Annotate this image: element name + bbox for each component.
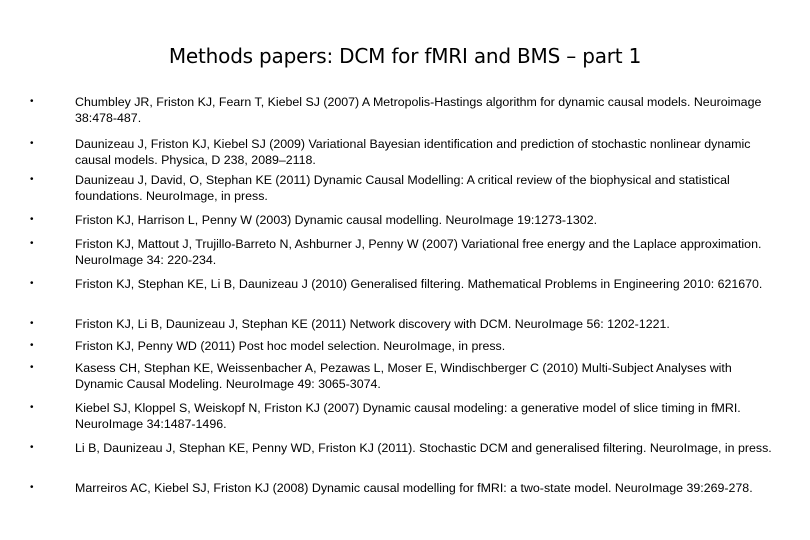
reference-text: Friston KJ, Stephan KE, Li B, Daunizeau J (2010) Generalised filtering. Mathematical Problems in Engineering 2010: 621670.	[75, 277, 763, 291]
reference-item	[30, 400, 775, 432]
reference-text: Friston KJ, Mattout J, Trujillo-Barreto N, Ashburner J, Penny W (2007) Variational free energy and the Laplace approximation. NeuroImage 34: 220-234.	[75, 237, 762, 267]
reference-text: Kiebel SJ, Kloppel S, Weiskopf N, Friston KJ (2007) Dynamic causal modeling: a generative model of slice timing in fMRI. NeuroImage 34:1487-1496.	[75, 401, 741, 431]
reference-item	[30, 212, 775, 228]
reference-text: Chumbley JR, Friston KJ, Fearn T, Kiebel SJ (2007) A Metropolis-Hastings algorithm for dynamic causal models. Neuroimage 38:478-487.	[75, 95, 762, 125]
bullet-icon: •	[30, 340, 34, 351]
reference-text: Marreiros AC, Kiebel SJ, Friston KJ (2008) Dynamic causal modelling for fMRI: a two-state model. NeuroImage 39:269-278.	[75, 481, 753, 495]
reference-text: Friston KJ, Penny WD (2011) Post hoc model selection. NeuroImage, in press.	[75, 339, 506, 353]
bullet-icon: •	[30, 402, 34, 413]
bullet-icon: •	[30, 138, 34, 149]
bullet-icon: •	[30, 96, 34, 107]
reference-text: Daunizeau J, Friston KJ, Kiebel SJ (2009) Variational Bayesian identification and prediction of stochastic nonlinear dynamic causal models. Physica, D 238, 2089–2118.	[75, 137, 751, 167]
reference-item	[30, 172, 775, 204]
reference-item	[30, 94, 775, 126]
bullet-icon: •	[30, 362, 34, 373]
reference-item	[30, 338, 775, 354]
bullet-icon: •	[30, 174, 34, 185]
reference-item	[30, 440, 775, 456]
bullet-icon: •	[30, 442, 34, 453]
bullet-icon: •	[30, 238, 34, 249]
reference-item	[30, 136, 775, 168]
reference-item	[30, 360, 775, 392]
reference-text: Friston KJ, Li B, Daunizeau J, Stephan KE (2011) Network discovery with DCM. NeuroImage 56: 1202-1221.	[75, 317, 670, 331]
slide-title: Methods papers: DCM for fMRI and BMS – part 1	[168, 44, 642, 68]
reference-text: Daunizeau J, David, O, Stephan KE (2011) Dynamic Causal Modelling: A critical review of the biophysical and statistical foundations. NeuroImage, in press.	[75, 173, 730, 203]
reference-item	[30, 236, 775, 268]
bullet-icon: •	[30, 278, 34, 289]
reference-item	[30, 276, 775, 292]
bullet-icon: •	[30, 318, 34, 329]
reference-text: Friston KJ, Harrison L, Penny W (2003) Dynamic causal modelling. NeuroImage 19:1273-1302.	[75, 213, 598, 227]
bullet-icon: •	[30, 482, 34, 493]
bullet-icon: •	[30, 214, 34, 225]
reference-item	[30, 316, 775, 332]
reference-item	[30, 480, 775, 496]
reference-text: Li B, Daunizeau J, Stephan KE, Penny WD, Friston KJ (2011). Stochastic DCM and generalised filtering. NeuroImage, in press.	[75, 441, 772, 455]
reference-text: Kasess CH, Stephan KE, Weissenbacher A, Pezawas L, Moser E, Windischberger C (2010) Multi-Subject Analyses with Dynamic Causal Modeling. NeuroImage 49: 3065-3074.	[75, 361, 732, 391]
